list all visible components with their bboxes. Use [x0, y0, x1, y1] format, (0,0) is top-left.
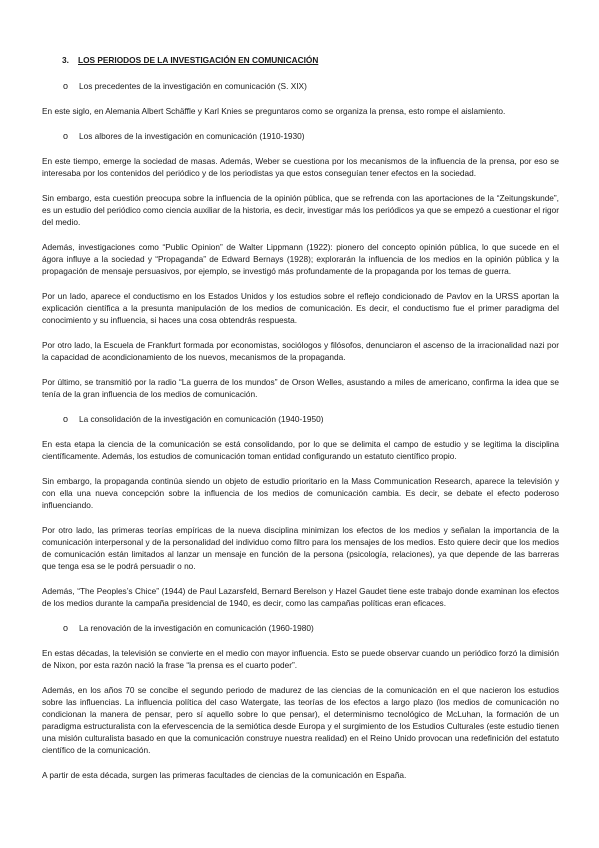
subsection-title: La consolidación de la investigación en comunicación (1940-1950): [79, 414, 324, 424]
subsection-heading: [63, 130, 559, 142]
paragraph: Sin embargo, la propaganda continúa siendo un objeto de estudio prioritario en la Mass Communication Research, aparece la televisión y con ella una nueva concepción sobre la influencia de los medios de comunicación cambia. Es decir, se debate el efecto poderoso influenciando.: [42, 476, 559, 510]
subsection-title: Los precedentes de la investigación en comunicación (S. XIX): [79, 81, 307, 91]
subsection-heading: [63, 80, 559, 92]
paragraph: A partir de esta década, surgen las primeras facultades de ciencias de la comunicación en España.: [42, 770, 407, 780]
paragraph: En esta etapa la ciencia de la comunicación se está consolidando, por lo que se delimita el campo de estudio y se legitima la disciplina científicamente. Además, los estudios de comunicación toman entidad configurando un estatuto científico propio.: [42, 439, 559, 461]
paragraph: Por un lado, aparece el conductismo en los Estados Unidos y los estudios sobre el reflejo condicionado de Pavlov en la URSS aportan la explicación científica a la presunta manipulación de los medios de comunicación. Es decir, el conductismo fue el primer paradigma del conocimiento y su influencia, si haces una cosa obtendrás respuesta.: [42, 291, 559, 325]
section-title: LOS PERIODOS DE LA INVESTIGACIÓN EN COMUNICACIÓN: [78, 55, 319, 65]
bullet-circle-icon: o: [63, 623, 69, 633]
paragraph: En este tiempo, emerge la sociedad de masas. Además, Weber se cuestiona por los mecanismos de la influencia de la prensa, por eso se interesaba por los contenidos del periódico y de los periodistas ya que estos conseguían tener efectos en la sociedad.: [42, 156, 559, 178]
paragraph: Además, en los años 70 se concibe el segundo periodo de madurez de las ciencias de la comunicación en el que nacieron los estudios sobre las influencias. La influencia política del caso Watergate, las teorías de los efectos a largo plazo (los medios de comunicación no condicionan la manera de pensar, pero sí aquello sobre lo que pensar), el determinismo tecnológico de McLuhan, la formación de un paradigma estructuralista con la efervescencia de la semiótica desde Europa y el surgimiento de los Estudios Culturales (este estudio tienen una misión culturalista basado en que la comunicación construye nuestra realidad) en el Reino Unido provocan una redefinición del estatuto científico de la comunicación.: [42, 685, 559, 755]
subsection-title: Los albores de la investigación en comunicación (1910-1930): [79, 131, 305, 141]
subsection-title: La renovación de la investigación en comunicación (1960-1980): [79, 623, 314, 633]
subsection-heading: [63, 622, 559, 634]
bullet-circle-icon: o: [63, 131, 69, 141]
bullet-circle-icon: o: [63, 414, 69, 424]
paragraph: Por otro lado, las primeras teorías empíricas de la nueva disciplina minimizan los efectos de los medios y señalan la importancia de la comunicación interpersonal y de la personalidad del individuo como filtro para los mensajes de los medios. Esto quiere decir que los medios de comunicación están limitados al lanzar un mensaje en función de la persona (psicología, relaciones), ya que depende de las barreras que tenga esa se le podrá persuadir o no.: [42, 525, 559, 571]
section-number: 3.: [62, 55, 69, 65]
bullet-circle-icon: o: [63, 81, 69, 91]
paragraph: Además, investigaciones como “Public Opinion” de Walter Lippmann (1922): pionero del concepto opinión pública, lo que sucede en el ágora influye a la sociedad y “Propaganda” de Edward Bernays (1928); explorarán la influencia de los medios en la opinión pública y la propagación de mensaje persuasivos, por ejemplo, se investigó más profundamente de la propaganda por los temas de guerra.: [42, 242, 559, 276]
paragraph: Además, “The Peoples’s Chice” (1944) de Paul Lazarsfeld, Bernard Berelson y Hazel Gaudet tiene este trabajo donde examinan los efectos de los medios durante la campaña presidencial de 1940, es decir, como las campañas políticas eran eficaces.: [42, 586, 559, 608]
paragraph: En este siglo, en Alemania Albert Schäffle y Karl Knies se preguntaros como se organiza la prensa, esto rompe el aislamiento.: [42, 106, 506, 116]
section-heading: [62, 54, 559, 66]
paragraph: Por último, se transmitió por la radio “La guerra de los mundos” de Orson Welles, asustando a miles de americano, confirma la idea que se tenía de la gran influencia de los medios de comunicación.: [42, 377, 559, 399]
subsection-heading: [63, 413, 559, 425]
paragraph: Por otro lado, la Escuela de Frankfurt formada por economistas, sociólogos y filósofos, denunciaron el ascenso de la irracionalidad nazi por la capacidad de acondicionamiento de los nuevos, mecanismos de la propaganda.: [42, 340, 559, 362]
paragraph: En estas décadas, la televisión se convierte en el medio con mayor influencia. Esto se puede observar cuando un periódico forzó la dimisión de Nixon, por esta razón nació la frase “la prensa es el cuarto poder”.: [42, 648, 559, 670]
document-body: [42, 80, 559, 781]
paragraph: Sin embargo, esta cuestión preocupa sobre la influencia de la opinión pública, que se refrenda con las aportaciones de la “Zeitungskunde”, es un estudio del periódico como ciencia auxiliar de la historia, es decir, investigar más los periódicos ya que se empezó a cuestionar el rigor del medio.: [42, 193, 559, 227]
